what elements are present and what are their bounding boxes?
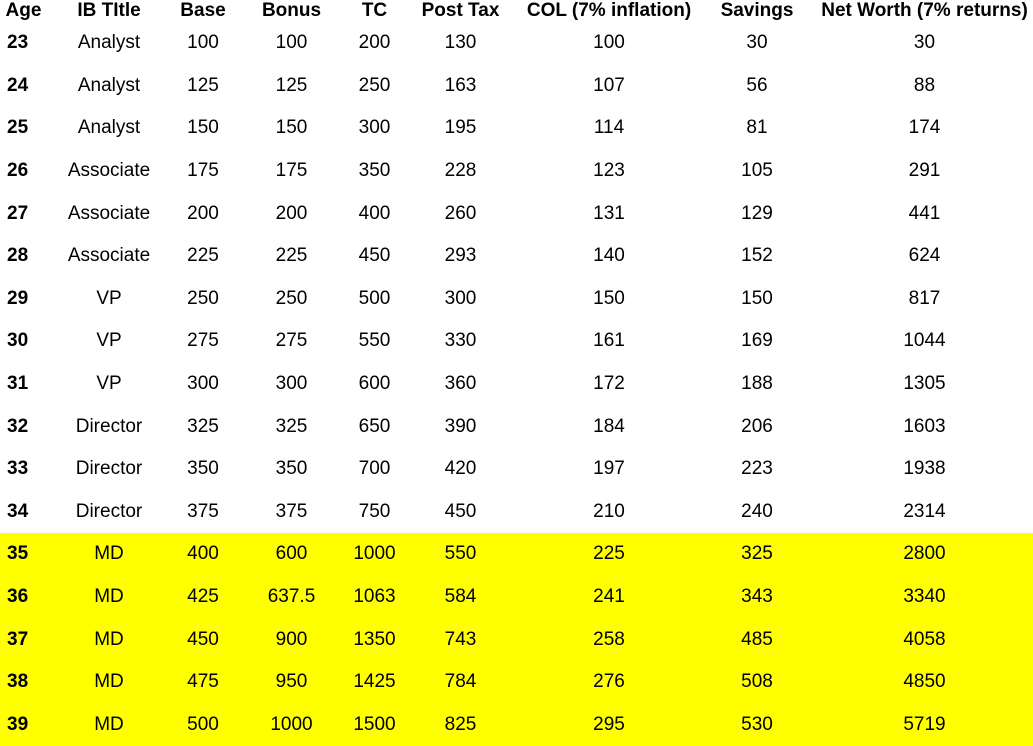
cell-post-tax: 330: [444, 330, 477, 352]
header-ib-title: IB TItle: [77, 0, 141, 21]
header-base: Base: [180, 0, 226, 21]
cell-post-tax: 360: [444, 373, 477, 395]
cell-bonus: 1000: [235, 704, 348, 746]
cell-ib-title: Analyst: [77, 32, 141, 54]
cell-tc: 250: [358, 74, 391, 96]
cell-age: 37: [0, 618, 47, 661]
cell-bonus: 200: [275, 202, 308, 224]
cell-age: 33: [7, 458, 29, 480]
cell-ib-title: Director: [75, 415, 143, 437]
cell-net-worth: 3340: [816, 576, 1033, 619]
cell-bonus: 275: [275, 330, 308, 352]
cell-col: 241: [520, 576, 698, 619]
cell-post-tax: 228: [444, 160, 477, 182]
cell-ib-title: MD: [47, 704, 171, 746]
table-row: [0, 661, 1033, 704]
cell-savings: 129: [741, 202, 773, 224]
cell-ib-title: Director: [75, 458, 143, 480]
cell-tc: 1063: [348, 576, 401, 619]
table-row: [0, 235, 1033, 278]
table-row: [0, 405, 1033, 448]
cell-tc: 500: [358, 287, 391, 309]
cell-tc: 600: [358, 373, 391, 395]
cell-savings: 30: [746, 32, 768, 54]
cell-age: 38: [0, 661, 47, 704]
cell-post-tax: 825: [401, 704, 520, 746]
cell-bonus: 600: [235, 533, 348, 576]
cell-base: 425: [171, 576, 235, 619]
cell-age: 39: [0, 704, 47, 746]
cell-net-worth: 817: [908, 287, 941, 309]
cell-savings: 150: [741, 287, 773, 309]
cell-col: 114: [593, 117, 625, 139]
header-col: COL (7% inflation): [526, 0, 692, 21]
cell-ib-title: Director: [75, 500, 143, 522]
cell-col: 161: [593, 330, 625, 352]
cell-age: 25: [7, 117, 29, 139]
cell-savings: 343: [698, 576, 816, 619]
cell-base: 100: [187, 32, 219, 54]
table-row: [0, 107, 1033, 150]
cell-tc: 300: [358, 117, 391, 139]
cell-base: 475: [171, 661, 235, 704]
cell-ib-title: Associate: [67, 160, 151, 182]
cell-base: 500: [171, 704, 235, 746]
cell-bonus: 150: [275, 117, 308, 139]
table-row: [0, 533, 1033, 576]
cell-base: 450: [171, 618, 235, 661]
cell-col: 172: [593, 373, 625, 395]
cell-savings: 206: [741, 415, 773, 437]
cell-net-worth: 30: [913, 32, 936, 54]
cell-savings: 240: [741, 500, 773, 522]
header-savings: Savings: [720, 0, 794, 21]
header-bonus: Bonus: [261, 0, 322, 21]
cell-post-tax: 390: [444, 415, 477, 437]
cell-savings: 325: [698, 533, 816, 576]
cell-ib-title: MD: [47, 576, 171, 619]
cell-col: 197: [593, 458, 625, 480]
cell-net-worth: 2314: [903, 500, 946, 522]
cell-age: 26: [7, 160, 29, 182]
cell-bonus: 125: [275, 74, 308, 96]
cell-bonus: 375: [275, 500, 308, 522]
cell-net-worth: 291: [908, 160, 941, 182]
cell-age: 28: [7, 245, 29, 267]
cell-col: 276: [520, 661, 698, 704]
cell-col: 150: [593, 287, 625, 309]
cell-base: 175: [187, 160, 219, 182]
cell-bonus: 175: [275, 160, 308, 182]
cell-post-tax: 420: [444, 458, 477, 480]
cell-base: 325: [187, 415, 219, 437]
table-row: [0, 704, 1033, 746]
cell-ib-title: MD: [47, 533, 171, 576]
cell-age: 24: [7, 74, 29, 96]
cell-age: 34: [7, 500, 29, 522]
cell-tc: 700: [358, 458, 391, 480]
cell-net-worth: 4058: [816, 618, 1033, 661]
header-row: [0, 0, 1033, 22]
cell-age: 29: [7, 287, 29, 309]
cell-post-tax: 260: [444, 202, 477, 224]
cell-bonus: 950: [235, 661, 348, 704]
cell-net-worth: 441: [908, 202, 941, 224]
cell-net-worth: 1305: [903, 373, 946, 395]
cell-col: 140: [593, 245, 625, 267]
cell-net-worth: 174: [908, 117, 941, 139]
cell-age: 31: [7, 373, 29, 395]
cell-age: 36: [0, 576, 47, 619]
cell-savings: 56: [746, 74, 768, 96]
cell-tc: 550: [358, 330, 391, 352]
cell-savings: 152: [741, 245, 773, 267]
cell-post-tax: 130: [444, 32, 477, 54]
table-row: [0, 448, 1033, 491]
cell-col: 123: [593, 160, 625, 182]
cell-age: 27: [7, 202, 29, 224]
cell-tc: 200: [358, 32, 391, 54]
cell-ib-title: VP: [96, 330, 122, 352]
cell-age: 35: [0, 533, 47, 576]
cell-col: 184: [593, 415, 625, 437]
table-row: [0, 491, 1033, 534]
cell-savings: 530: [698, 704, 816, 746]
table-row: [0, 278, 1033, 321]
cell-post-tax: 743: [401, 618, 520, 661]
cell-ib-title: Analyst: [77, 117, 141, 139]
cell-base: 150: [187, 117, 219, 139]
header-net-worth: Net Worth (7% returns): [821, 0, 1028, 21]
cell-base: 375: [187, 500, 219, 522]
cell-col: 210: [593, 500, 625, 522]
cell-post-tax: 163: [444, 74, 477, 96]
cell-bonus: 100: [275, 32, 308, 54]
cell-age: 23: [7, 32, 29, 54]
cell-tc: 1500: [348, 704, 401, 746]
cell-bonus: 350: [275, 458, 308, 480]
cell-col: 100: [593, 32, 625, 54]
cell-col: 295: [520, 704, 698, 746]
cell-base: 350: [187, 458, 219, 480]
cell-savings: 223: [741, 458, 773, 480]
table-row: [0, 576, 1033, 619]
cell-savings: 485: [698, 618, 816, 661]
cell-tc: 400: [358, 202, 391, 224]
cell-tc: 750: [358, 500, 391, 522]
cell-savings: 105: [741, 160, 773, 182]
cell-base: 275: [187, 330, 219, 352]
table-row: [0, 618, 1033, 661]
cell-col: 107: [593, 74, 625, 96]
cell-net-worth: 2800: [816, 533, 1033, 576]
cell-net-worth: 1603: [903, 415, 946, 437]
cell-post-tax: 550: [401, 533, 520, 576]
cell-tc: 1000: [348, 533, 401, 576]
cell-age: 32: [7, 415, 29, 437]
cell-savings: 169: [741, 330, 773, 352]
cell-bonus: 225: [275, 245, 308, 267]
cell-bonus: 900: [235, 618, 348, 661]
cell-tc: 1350: [348, 618, 401, 661]
cell-net-worth: 5719: [816, 704, 1033, 746]
cell-savings: 81: [746, 117, 768, 139]
table-row: [0, 192, 1033, 235]
cell-ib-title: MD: [47, 618, 171, 661]
cell-post-tax: 450: [444, 500, 477, 522]
cell-tc: 350: [358, 160, 391, 182]
cell-post-tax: 293: [444, 245, 477, 267]
table-row: [0, 65, 1033, 108]
cell-col: 258: [520, 618, 698, 661]
header-age: Age: [5, 0, 42, 21]
cell-post-tax: 195: [444, 117, 477, 139]
cell-base: 250: [187, 287, 219, 309]
cell-base: 300: [187, 373, 219, 395]
cell-net-worth: 624: [908, 245, 941, 267]
cell-col: 131: [593, 202, 625, 224]
cell-base: 400: [171, 533, 235, 576]
cell-net-worth: 88: [913, 74, 936, 96]
cell-savings: 508: [698, 661, 816, 704]
cell-ib-title: VP: [96, 287, 122, 309]
cell-base: 200: [187, 202, 219, 224]
table-body: [0, 22, 1033, 746]
cell-post-tax: 784: [401, 661, 520, 704]
cell-base: 125: [187, 74, 219, 96]
cell-tc: 450: [358, 245, 391, 267]
cell-net-worth: 1938: [903, 458, 946, 480]
cell-bonus: 325: [275, 415, 308, 437]
table-row: [0, 150, 1033, 193]
table-row: [0, 22, 1033, 65]
cell-post-tax: 300: [444, 287, 477, 309]
cell-post-tax: 584: [401, 576, 520, 619]
cell-bonus: 250: [275, 287, 308, 309]
cell-age: 30: [7, 330, 29, 352]
cell-ib-title: Associate: [67, 202, 151, 224]
cell-ib-title: VP: [96, 373, 122, 395]
header-tc: TC: [361, 0, 388, 21]
table-header: [0, 0, 1033, 22]
cell-tc: 650: [358, 415, 391, 437]
table-row: [0, 363, 1033, 406]
table-row: [0, 320, 1033, 363]
cell-ib-title: MD: [47, 661, 171, 704]
cell-savings: 188: [741, 373, 773, 395]
cell-bonus: 637.5: [235, 576, 348, 619]
cell-bonus: 300: [275, 373, 308, 395]
cell-tc: 1425: [348, 661, 401, 704]
cell-net-worth: 1044: [903, 330, 946, 352]
cell-base: 225: [187, 245, 219, 267]
cell-col: 225: [520, 533, 698, 576]
header-post-tax: Post Tax: [421, 0, 500, 21]
cell-ib-title: Associate: [67, 245, 151, 267]
cell-ib-title: Analyst: [77, 74, 141, 96]
cell-net-worth: 4850: [816, 661, 1033, 704]
